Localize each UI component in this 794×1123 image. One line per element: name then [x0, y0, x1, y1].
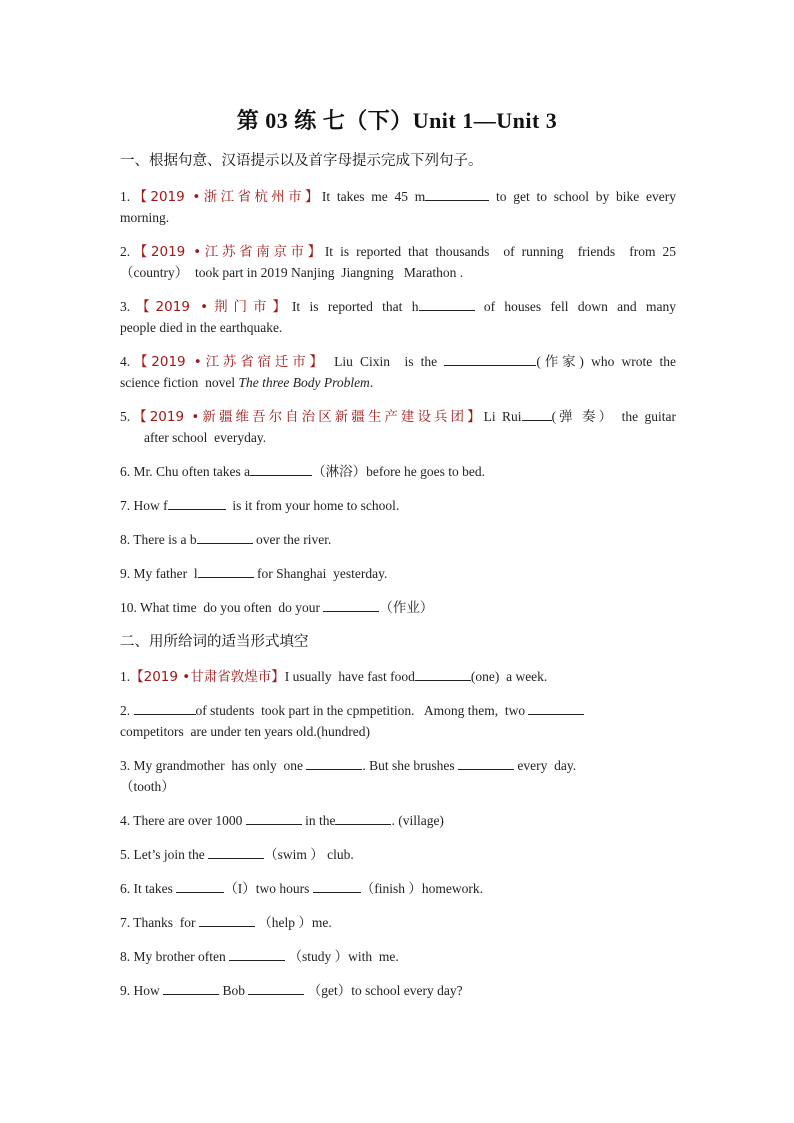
question-text: （I）two hours [224, 881, 313, 896]
question-text: before he goes to bed. [366, 464, 485, 479]
answer-blank[interactable] [248, 980, 304, 995]
source-tag: 【2019 •浙江省杭州市】 [130, 189, 322, 205]
section-1-heading: 一、根据句意、汉语提示以及首字母提示完成下列句子。 [120, 153, 483, 169]
question-1 [120, 186, 676, 208]
question-text: . (village) [391, 813, 444, 828]
question-text: every day. [513, 758, 577, 773]
question-text: 3. My grandmother has only one [120, 758, 307, 773]
question-text: It is reported that h [291, 299, 419, 314]
source-tag: 【2019 •甘肃省敦煌市】 [130, 669, 285, 685]
part2-question-2-line-2: competitors are under ten years old.(hundred) [120, 724, 371, 739]
answer-blank[interactable] [176, 878, 224, 893]
part2-question-3-line-2: （tooth） [120, 779, 175, 794]
chinese-hint: (弹 奏） [551, 409, 616, 424]
question-text: is it from your home to school. [225, 498, 400, 513]
question-10 [120, 597, 676, 618]
part2-question-9 [120, 980, 676, 1001]
part2-question-6 [120, 878, 676, 899]
question-number: 3. [120, 299, 131, 314]
answer-blank[interactable] [323, 597, 379, 612]
source-tag: 【2019 •江苏省南京市】 [130, 244, 325, 260]
question-text: 8. My brother often [120, 949, 230, 964]
answer-blank[interactable] [313, 878, 361, 893]
part2-question-1 [120, 666, 676, 688]
section-2-heading: 二、用所给词的适当形式填空 [120, 634, 309, 650]
answer-blank[interactable] [458, 755, 514, 770]
question-9 [120, 563, 676, 584]
answer-blank[interactable] [208, 844, 264, 859]
question-text: Li Rui [483, 409, 522, 424]
answer-blank[interactable] [425, 186, 489, 201]
question-text: of houses fell down and many [474, 299, 676, 314]
question-text: 10. What time do you often do your [120, 600, 324, 615]
question-4-line-2 [120, 372, 676, 393]
question-text: Liu Cixin is the [326, 354, 445, 369]
part2-question-8 [120, 946, 676, 967]
question-text: 7. Thanks for [120, 915, 199, 930]
question-text: （get）to school every day? [304, 983, 463, 998]
question-text: 8. There is a b [120, 532, 197, 547]
question-text: 6. Mr. Chu often takes a [120, 464, 251, 479]
question-text: . But she brushes [362, 758, 458, 773]
question-2-line-2: （country） took part in 2019 Nanjing Jiangning Marathon . [120, 265, 464, 280]
question-text: science fiction novel [120, 375, 239, 390]
answer-blank[interactable] [163, 980, 219, 995]
book-title: The three Body Problem [238, 375, 370, 390]
question-number: 1. [120, 669, 131, 684]
answer-blank[interactable] [168, 495, 226, 510]
question-text: （help ）me. [254, 915, 332, 930]
question-text: over the river. [252, 532, 332, 547]
part2-question-5 [120, 844, 676, 865]
question-text: （swim ） club. [264, 847, 354, 862]
question-text: for Shanghai yesterday. [253, 566, 388, 581]
part2-question-3 [120, 755, 676, 776]
question-1-line-2: morning. [120, 210, 170, 225]
question-text: (one) a week. [470, 669, 548, 684]
chinese-hint: (作家) [536, 354, 584, 369]
part2-question-2 [120, 700, 676, 721]
question-5-line-2: after school everyday. [144, 430, 267, 445]
page-title: 第 03 练 七（下）Unit 1—Unit 3 [236, 108, 558, 133]
question-number: 1. [120, 189, 131, 204]
question-2 [120, 241, 676, 263]
chinese-hint: （作业） [379, 600, 434, 615]
question-number: 5. [120, 409, 131, 424]
answer-blank[interactable] [134, 700, 196, 715]
question-4 [120, 351, 676, 373]
answer-blank[interactable] [419, 296, 475, 311]
question-number: 4. [120, 354, 131, 369]
answer-blank[interactable] [197, 529, 253, 544]
question-text: It is reported that thousands of running friends from 25 [324, 244, 676, 259]
question-text: 5. Let’s join the [120, 847, 209, 862]
answer-blank[interactable] [246, 810, 302, 825]
answer-blank[interactable] [199, 912, 255, 927]
question-8 [120, 529, 676, 550]
question-3-line-2: people died in the earthquake. [120, 320, 283, 335]
answer-blank[interactable] [415, 666, 471, 681]
question-number: 2. [120, 244, 131, 259]
chinese-hint: （淋浴） [312, 464, 367, 479]
question-5 [120, 406, 676, 428]
question-text: （finish ）homework. [360, 881, 483, 896]
question-text: 6. It takes [120, 881, 177, 896]
question-text: 7. How f [120, 498, 168, 513]
question-3 [120, 296, 676, 318]
question-text: （study ）with me. [285, 949, 399, 964]
source-tag: 【2019 •新疆维吾尔自治区新疆生产建设兵团】 [130, 409, 484, 425]
answer-blank[interactable] [522, 406, 552, 421]
question-text: 4. There are over 1000 [120, 813, 246, 828]
question-text: . [369, 375, 374, 390]
question-text: 9. How [120, 983, 164, 998]
source-tag: 【2019 •江苏省宿迁市】 [130, 354, 327, 370]
question-text: Bob [219, 983, 249, 998]
part2-question-7 [120, 912, 676, 933]
answer-blank[interactable] [444, 351, 536, 366]
answer-blank[interactable] [528, 700, 584, 715]
question-text: of students took part in the cpmpetition. Among them, two [195, 703, 529, 718]
question-text: I usually have fast food [284, 669, 415, 684]
part2-question-4 [120, 810, 676, 831]
source-tag: 【2019 •荆门市】 [130, 299, 292, 315]
question-text: the guitar [615, 409, 676, 424]
question-6 [120, 461, 676, 482]
question-text: 2. [120, 703, 134, 718]
answer-blank[interactable] [250, 461, 312, 476]
question-text: in the [301, 813, 336, 828]
question-text: to get to school by bike every [489, 189, 676, 204]
question-text: 9. My father l [120, 566, 198, 581]
answer-blank[interactable] [198, 563, 254, 578]
answer-blank[interactable] [335, 810, 391, 825]
question-text: It takes me 45 m [321, 189, 426, 204]
question-text: who wrote the [583, 354, 676, 369]
answer-blank[interactable] [306, 755, 362, 770]
question-7 [120, 495, 676, 516]
answer-blank[interactable] [229, 946, 285, 961]
